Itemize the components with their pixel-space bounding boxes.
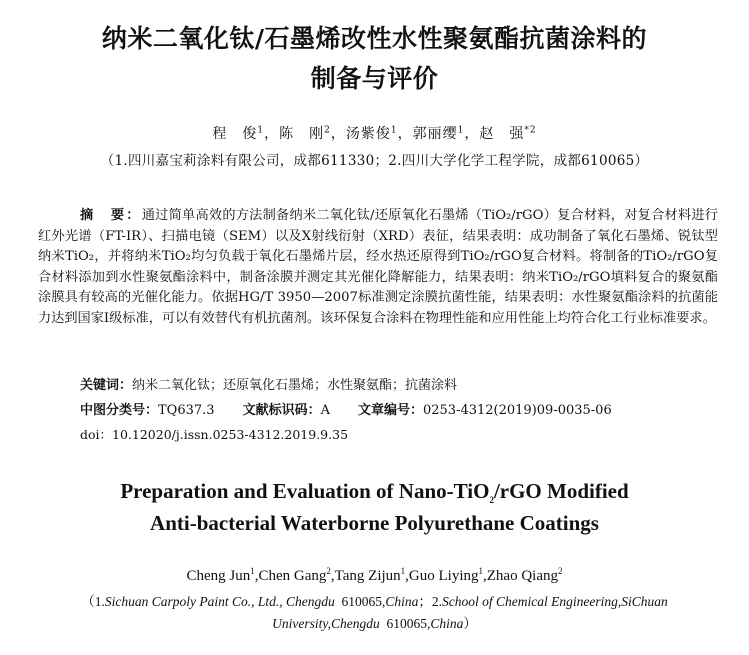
author-sup: 2	[558, 566, 563, 576]
doc-code-label: 文献标识码：	[242, 403, 321, 418]
affil-text: ；2.	[418, 594, 443, 609]
english-title-line-2: Anti-bacterial Waterborne Polyurethane Coatings	[150, 511, 599, 535]
author-name: 陈 刚	[279, 126, 325, 142]
affil-zip: 610065	[341, 594, 382, 609]
affil-zip: 610065	[386, 616, 427, 631]
affil-org: SiChuan	[621, 594, 668, 609]
article-number-label: 文章编号：	[357, 403, 423, 418]
author-sup: 1	[250, 566, 255, 576]
author-name: Tang Zijun	[334, 568, 401, 584]
chinese-affiliation: （1.四川嘉宝莉涂料有限公司，成都611330；2.四川大学化学工程学院，成都610065）	[100, 153, 649, 169]
abstract-label: 摘 要：	[80, 208, 142, 223]
author-name: 汤紫俊	[345, 126, 391, 142]
author-sup: 1	[257, 125, 265, 136]
english-authors: Cheng Jun$^1$,Chen Gang$^2$,Tang Zijun$^1$,Guo Liying$^1$,Zhao Qiang$^2$	[186, 566, 563, 584]
author-sup: 2	[326, 566, 331, 576]
clc-label: 中图分类号：	[80, 403, 159, 418]
abstract-text: 通过简单高效的方法制备纳米二氧化钛/还原氧化石墨烯（TiO₂/rGO）复合材料，对复合材料进行红外光谱（FT-IR）、扫描电镜（SEM）以及X射线衍射（XRD）表征，结果表明：成功制备了氧化石墨烯、锐钛型纳米TiO₂，并将纳米TiO₂均匀负载于氧化石墨烯片层，经水热还原得到TiO₂/rGO复合材料。将制备的TiO₂/rGO复合材料添加到水性聚氨酯涂料中，制备涂膜并测定其光催化降解能力，结果表明：纳米TiO₂/rGO填料复合的聚氨酯涂膜具有较高的光催化能力。依据HG/T 3950—2007标准测定涂膜抗菌性能，结果表明：水性聚氨酯涂料的抗菌能力达到国家Ⅰ级标准，可以有效替代有机抗菌剂。该环保复合涂料在物理性能和应用性能上均符合化工行业标准要求。	[38, 208, 718, 326]
author-name: Cheng Jun	[186, 568, 251, 584]
affil-country: China	[385, 594, 419, 609]
author-sup: 1	[400, 566, 406, 576]
author-name: 郭丽缨	[412, 126, 458, 142]
english-title-part: Preparation and Evaluation of Nano-TiO	[120, 479, 490, 503]
doc-code-value: A	[320, 403, 330, 418]
affil-city: ,Chengdu	[327, 616, 380, 631]
english-title-subscript: 2	[489, 495, 494, 506]
author-name: Chen Gang	[258, 568, 327, 584]
author-sup: 1	[457, 125, 465, 136]
affil-org: School of Chemical Engineering	[442, 594, 618, 609]
affil-text: （1.	[81, 594, 105, 609]
affil-text: ）	[463, 616, 477, 631]
author-sup: *2	[524, 125, 537, 136]
english-affiliation-line-2	[0, 614, 749, 634]
english-affiliation-line-1	[0, 592, 749, 612]
affil-org: University	[272, 616, 328, 631]
clc-value: TQ637.3	[158, 403, 215, 418]
chinese-title-line-1: 纳米二氧化钛/石墨烯改性水性聚氨酯抗菌涂料的	[101, 24, 648, 53]
author-name: 赵 强	[479, 126, 525, 142]
chinese-authors: 程 俊$^1$，陈 刚$^2$，汤紫俊$^1$，郭丽缨$^1$，赵 强$^{*2}$	[212, 125, 537, 142]
chinese-abstract	[38, 206, 718, 329]
author-name: Guo Liying	[408, 568, 479, 584]
affil-text: ,	[617, 594, 622, 609]
keywords-value: 纳米二氧化钛；还原氧化石墨烯；水性聚氨酯；抗菌涂料	[132, 378, 458, 393]
chinese-title-line-2: 制备与评价	[310, 64, 439, 93]
author-sup: 2	[324, 125, 331, 136]
affil-text: ,	[382, 594, 386, 609]
keywords-label: 关键词：	[80, 378, 133, 393]
classification-line	[80, 401, 720, 421]
affil-org: Sichuan Carpoly Paint Co., Ltd., Chengdu	[104, 594, 335, 609]
author-name: Zhao Qiang	[486, 568, 558, 584]
english-title-line-1	[0, 477, 749, 505]
english-title-part: /rGO Modified	[493, 479, 629, 503]
author-sup: 1	[390, 125, 398, 136]
keywords-line	[80, 376, 720, 396]
affil-country: ,China	[426, 616, 464, 631]
author-sup: 1	[478, 566, 484, 576]
article-number-value: 0253-4312(2019)09-0035-06	[422, 403, 612, 418]
doi-line: doi：10.12020/j.issn.0253-4312.2019.9.35	[80, 427, 349, 442]
author-name: 程 俊	[212, 126, 258, 142]
